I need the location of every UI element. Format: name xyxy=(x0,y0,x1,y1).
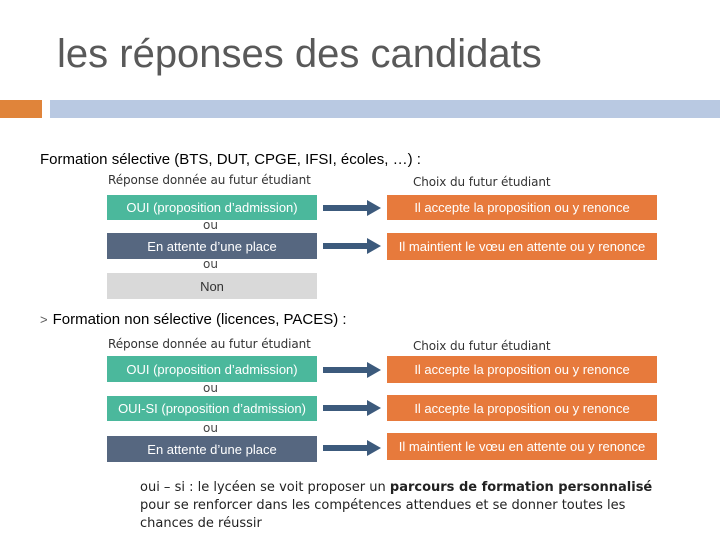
section-nonselective-right-caption: Choix du futur étudiant xyxy=(413,339,551,353)
choice-maintain-box: Il maintient le vœu en attente ou y renonce xyxy=(387,433,657,460)
response-oui-box: OUI (proposition d’admission) xyxy=(107,195,317,220)
section-selective-left-caption: Réponse donnée au futur étudiant xyxy=(108,173,311,187)
choice-accept-box: Il accepte la proposition ou y renonce xyxy=(387,195,657,220)
title-accent-blue xyxy=(50,100,720,118)
note-text: oui – si : le lycéen se voit proposer un xyxy=(140,480,390,495)
arrow-icon xyxy=(323,362,381,378)
section-selective-right-caption: Choix du futur étudiant xyxy=(413,175,551,189)
section-marker: > xyxy=(40,312,48,327)
arrow-icon xyxy=(323,400,381,416)
arrow-icon xyxy=(323,440,381,456)
oui-si-note xyxy=(140,479,660,533)
ou-separator: ou xyxy=(203,218,218,232)
choice-maintain-box: Il maintient le vœu en attente ou y renonce xyxy=(387,233,657,260)
ou-separator: ou xyxy=(203,421,218,435)
choice-accept-box: Il accepte la proposition ou y renonce xyxy=(387,395,657,421)
response-waiting-box: En attente d’une place xyxy=(107,233,317,259)
arrow-icon xyxy=(323,200,381,216)
section-nonselective-heading xyxy=(40,311,347,328)
response-waiting-box: En attente d’une place xyxy=(107,436,317,462)
response-non-box: Non xyxy=(107,273,317,299)
section-selective-heading: Formation sélective (BTS, DUT, CPGE, IFSI, écoles, …) : xyxy=(40,151,421,168)
arrow-icon xyxy=(323,238,381,254)
ou-separator: ou xyxy=(203,257,218,271)
title-accent-orange xyxy=(0,100,42,118)
note-text: pour se renforcer dans les compétences attendues et se donner toutes les chances de réussir xyxy=(140,498,626,531)
response-oui-box: OUI (proposition d’admission) xyxy=(107,356,317,382)
ou-separator: ou xyxy=(203,381,218,395)
page-title: les réponses des candidats xyxy=(57,32,542,76)
choice-accept-box: Il accepte la proposition ou y renonce xyxy=(387,356,657,383)
section-nonselective-heading-text: Formation non sélective (licences, PACES) : xyxy=(52,311,347,328)
section-nonselective-left-caption: Réponse donnée au futur étudiant xyxy=(108,337,311,351)
note-bold-text: parcours de formation personnalisé xyxy=(389,480,653,495)
response-oui-si-box: OUI-SI (proposition d’admission) xyxy=(107,396,317,421)
